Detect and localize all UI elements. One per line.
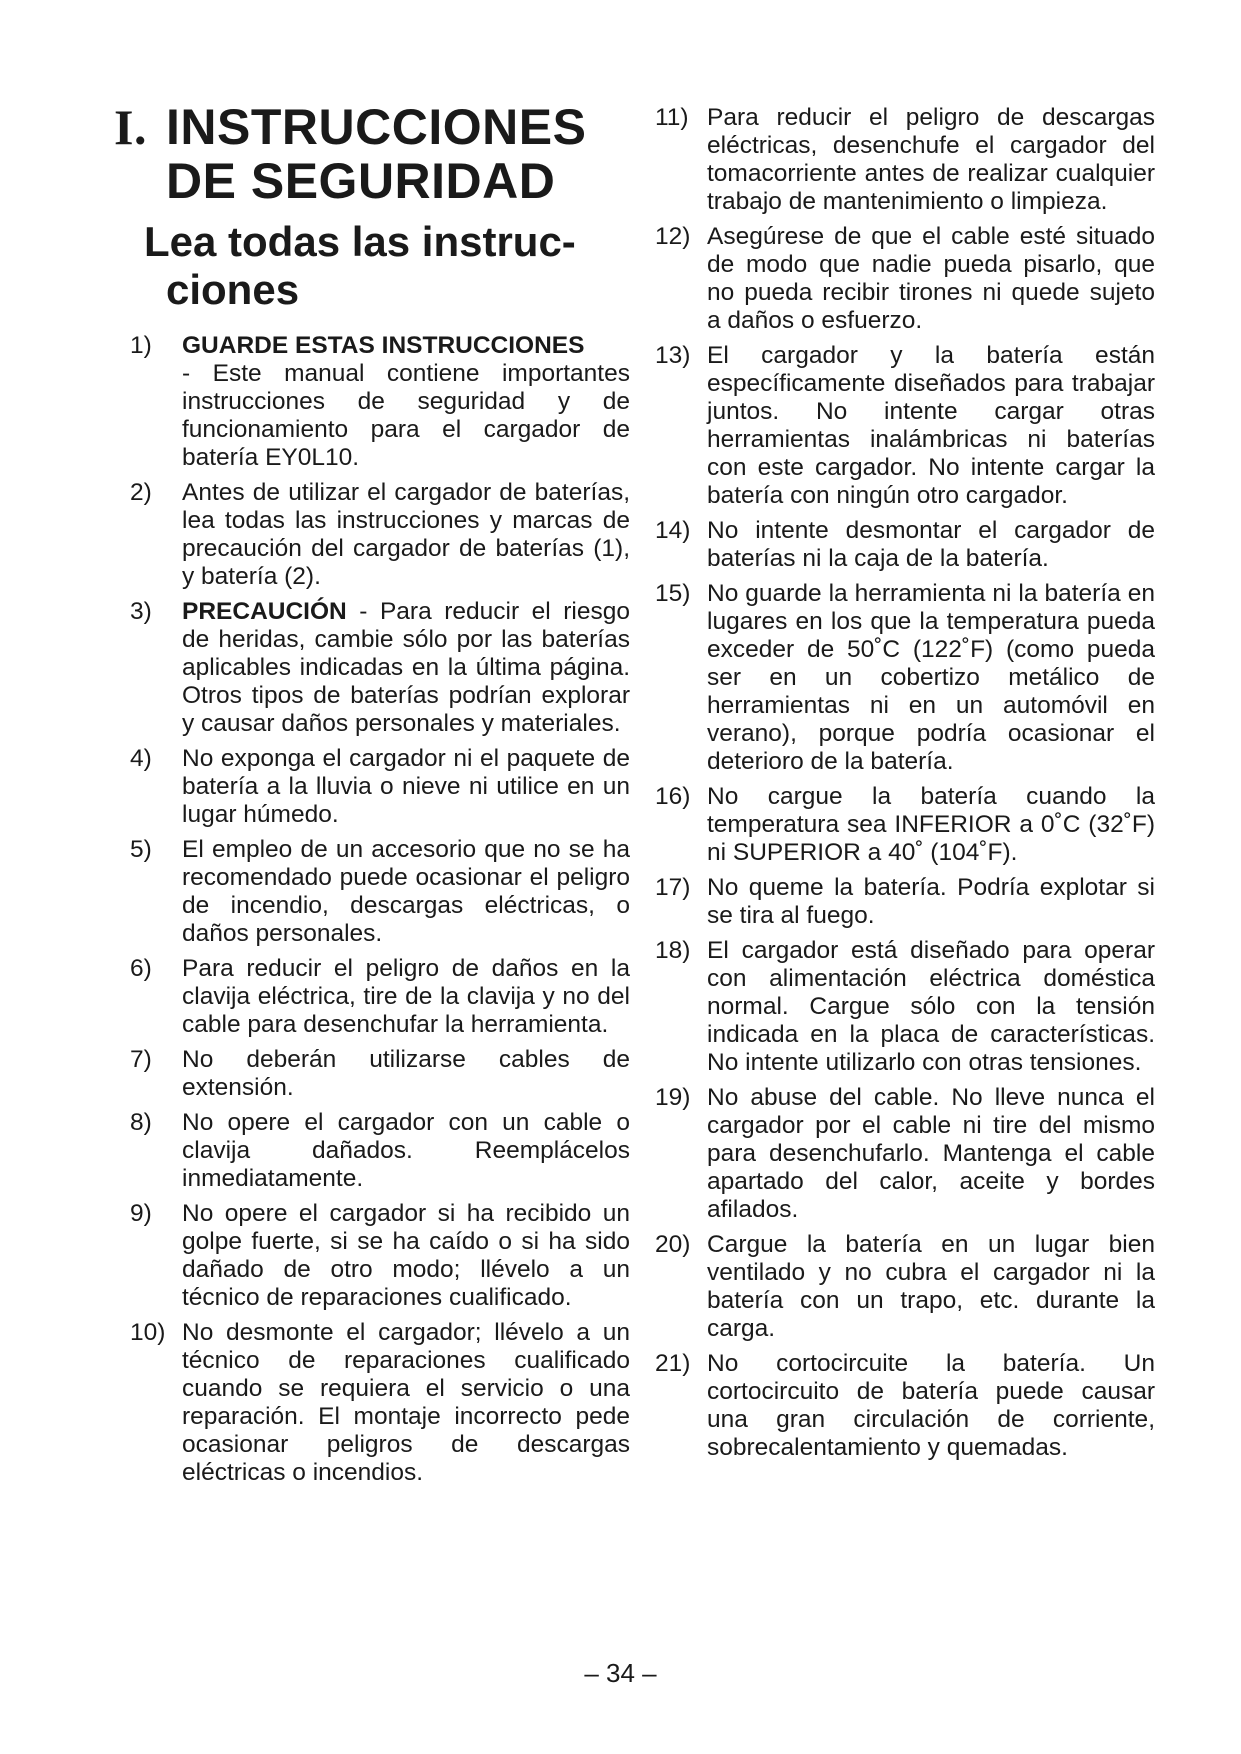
- instruction-item: [130, 332, 630, 472]
- instruction-item: [130, 1200, 630, 1312]
- instruction-item: [655, 223, 1155, 335]
- instruction-item: [655, 104, 1155, 216]
- item-number: 11): [655, 104, 689, 131]
- section-title-line-1: INSTRUCCIONES: [166, 99, 587, 155]
- item-text: Para reducir el peligro de descargas eléctricas, desenchufe el cargador del tomacorriente antes de realizar cualquier trabajo de mantenimiento o limpieza.: [707, 104, 1155, 215]
- right-column: [655, 104, 1155, 1469]
- item-number: 19): [655, 1084, 691, 1111]
- item-number: 10): [130, 1319, 166, 1346]
- section-numeral: I.: [114, 99, 147, 155]
- item-text: No queme la batería. Podría explotar si se tira al fuego.: [707, 874, 1155, 929]
- item-text: Para reducir el peligro de daños en la clavija eléctrica, tire de la clavija y no del cable para desenchufar la herramienta.: [182, 955, 630, 1038]
- item-text: Asegúrese de que el cable esté situado de modo que nadie pueda pisarlo, que no pueda recibir tirones ni quede sujeto a daños o esfuerzo.: [707, 223, 1155, 334]
- item-number: 18): [655, 937, 691, 964]
- item-text: Antes de utilizar el cargador de baterías, lea todas las instrucciones y marcas de precaución del cargador de baterías (1), y batería (2).: [182, 479, 630, 590]
- item-number: 5): [130, 836, 152, 863]
- instruction-item: [655, 1231, 1155, 1343]
- instruction-item: [655, 874, 1155, 930]
- item-number: 4): [130, 745, 152, 772]
- instruction-item: [655, 1350, 1155, 1462]
- item-text: No desmonte el cargador; llévelo a un técnico de reparaciones cualificado cuando se requiera el servicio o una reparación. El montaje incorrecto pede ocasionar peligros de descargas eléctricas o incendios.: [182, 1319, 630, 1486]
- left-column: [114, 99, 630, 1494]
- item-text: No opere el cargador con un cable o clavija dañados. Reemplácelos inmediatamente.: [182, 1109, 630, 1192]
- item-number: 21): [655, 1350, 691, 1377]
- item-text: El cargador está diseñado para operar con alimentación eléctrica doméstica normal. Cargue sólo con la tensión indicada en la placa de características. No intente utilizarlo con otras tensiones.: [707, 937, 1155, 1076]
- instruction-item: [130, 955, 630, 1039]
- instruction-item: [130, 836, 630, 948]
- section-subtitle: [144, 218, 630, 314]
- item-text: No intente desmontar el cargador de baterías ni la caja de la batería.: [707, 517, 1155, 572]
- item-number: 1): [130, 332, 152, 359]
- item-heading: PRECAUCIÓN: [182, 598, 347, 625]
- instruction-item: [655, 783, 1155, 867]
- subtitle-line-1: Lea todas las instruc-: [144, 218, 576, 265]
- instruction-item: [130, 479, 630, 591]
- instruction-item: [655, 517, 1155, 573]
- item-text: No cargue la batería cuando la temperatura sea INFERIOR a 0˚C (32˚F) ni SUPERIOR a 40˚ (104˚F).: [707, 783, 1155, 866]
- item-number: 20): [655, 1231, 691, 1258]
- instruction-item: [655, 1084, 1155, 1224]
- item-number: 15): [655, 580, 691, 607]
- item-number: 7): [130, 1046, 152, 1073]
- instruction-item: [130, 1109, 630, 1193]
- item-number: 8): [130, 1109, 152, 1136]
- subtitle-line-2: ciones: [166, 266, 300, 313]
- item-text: - Para reducir el riesgo de heridas, cambie sólo por las baterías aplicables indicadas en la última página. Otros tipos de baterías podrían explorar y causar daños personales y materiales.: [182, 598, 630, 737]
- right-instruction-list: [655, 104, 1155, 1462]
- item-number: 14): [655, 517, 691, 544]
- item-text: El empleo de un accesorio que no se ha recomendado puede ocasionar el peligro de incendio, descargas eléctricas, o daños personales.: [182, 836, 630, 947]
- section-title-line-2: DE SEGURIDAD: [166, 153, 556, 209]
- page-number: – 34 –: [584, 1658, 657, 1688]
- item-number: 2): [130, 479, 152, 506]
- item-text: No abuse del cable. No lleve nunca el cargador por el cable ni tire del mismo para desenchufarlo. Mantenga el cable apartado del calor, aceite y bordes afilados.: [707, 1084, 1155, 1223]
- item-text: No opere el cargador si ha recibido un golpe fuerte, si se ha caído o si ha sido dañado de otro modo; llévelo a un técnico de reparaciones cualificado.: [182, 1200, 630, 1311]
- instruction-item: [130, 1319, 630, 1487]
- item-number: 9): [130, 1200, 152, 1227]
- item-text: El cargador y la batería están específicamente diseñados para trabajar juntos. No intente cargar otras herramientas inalámbricas ni baterías con este cargador. No intente cargar la batería con ningún otro cargador.: [707, 342, 1155, 509]
- item-text: Cargue la batería en un lugar bien ventilado y no cubra el cargador ni la batería con un trapo, etc. durante la carga.: [707, 1231, 1155, 1342]
- item-text: - Este manual contiene importantes instrucciones de seguridad y de funcionamiento para el cargador de batería EY0L10.: [182, 360, 630, 471]
- item-text: No deberán utilizarse cables de extensión.: [182, 1046, 630, 1101]
- item-text: No exponga el cargador ni el paquete de batería a la lluvia o nieve ni utilice en un lugar húmedo.: [182, 745, 630, 828]
- item-number: 16): [655, 783, 691, 810]
- item-number: 12): [655, 223, 691, 250]
- instruction-item: [655, 342, 1155, 510]
- instruction-item: [130, 1046, 630, 1102]
- section-heading: [114, 99, 630, 209]
- instruction-item: [655, 937, 1155, 1077]
- item-text: No guarde la herramienta ni la batería en lugares en los que la temperatura pueda exceder de 50˚C (122˚F) (como pueda ser en un cobertizo metálico de herramientas ni en un automóvil en verano), porque podría ocasionar el deterioro de la batería.: [707, 580, 1155, 775]
- left-instruction-list: [130, 332, 630, 1487]
- instruction-item: [655, 580, 1155, 776]
- item-number: 3): [130, 598, 152, 625]
- item-number: 13): [655, 342, 691, 369]
- instruction-item: [130, 598, 630, 738]
- instruction-item: [130, 745, 630, 829]
- item-number: 17): [655, 874, 691, 901]
- item-heading: GUARDE ESTAS INSTRUCCIONES: [182, 332, 585, 359]
- item-text: No cortocircuite la batería. Un cortocircuito de batería puede causar una gran circulación de corriente, sobrecalentamiento y quemadas.: [707, 1350, 1155, 1461]
- item-number: 6): [130, 955, 152, 982]
